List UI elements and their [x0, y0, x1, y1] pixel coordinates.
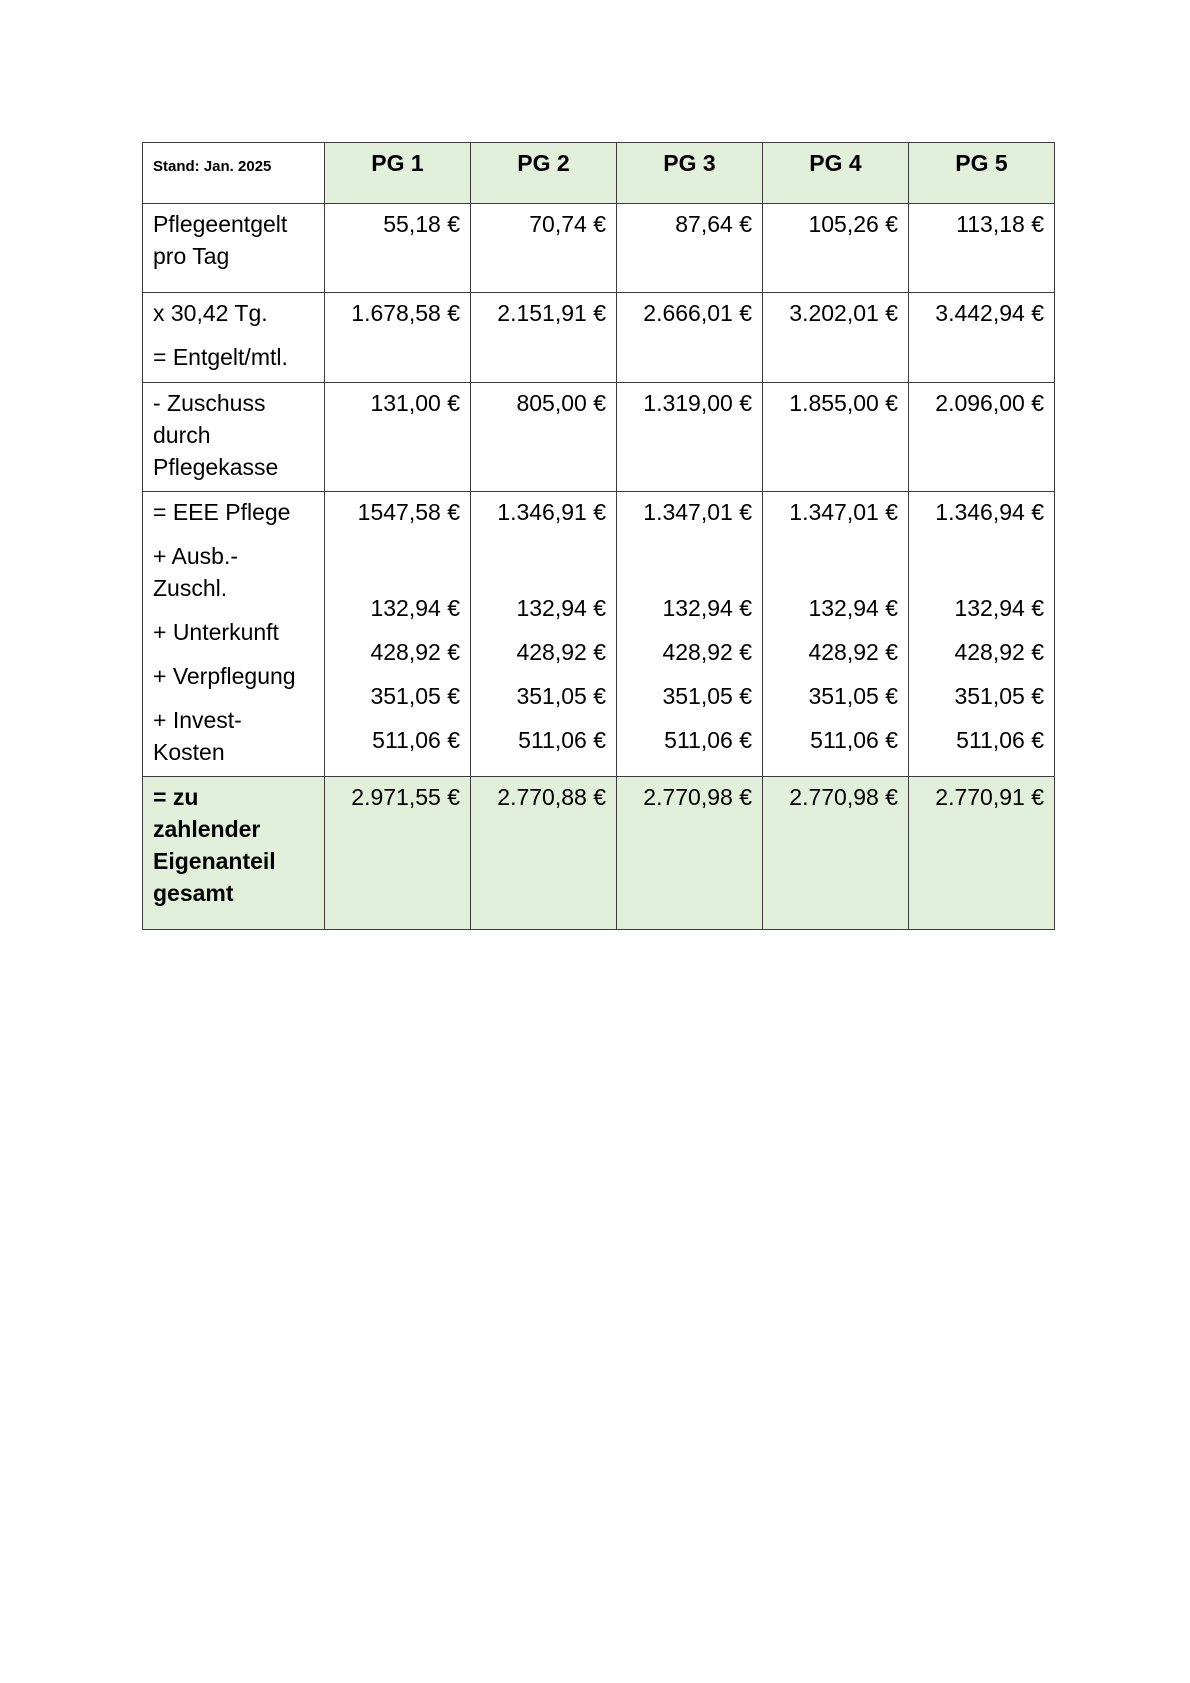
unterkunft-value: 428,92 € [808, 639, 898, 665]
invest-value: 511,06 € [956, 727, 1044, 753]
value-cell [325, 492, 471, 777]
label-line: Pflegeentgelt [153, 211, 288, 237]
verpflegung-value: 351,05 € [370, 683, 460, 709]
row-zuschuss [143, 383, 1055, 492]
label-line: = Entgelt/mtl. [153, 344, 288, 370]
value-cell: 2.666,01 € [617, 293, 763, 383]
verpflegung-value: 351,05 € [808, 683, 898, 709]
label-line: Kosten [153, 739, 225, 765]
value-cell: 55,18 € [325, 204, 471, 293]
invest-value: 511,06 € [664, 727, 752, 753]
value-cell: 3.442,94 € [909, 293, 1055, 383]
label-line: Eigenanteil [153, 848, 276, 874]
value-cell: 1.319,00 € [617, 383, 763, 492]
header-pg1: PG 1 [325, 143, 471, 204]
row-gesamt [143, 777, 1055, 930]
invest-value: 511,06 € [518, 727, 606, 753]
header-pg2: PG 2 [471, 143, 617, 204]
eee-value: 1.346,94 € [935, 499, 1044, 525]
total-value: 2.971,55 € [325, 777, 471, 930]
value-cell [763, 492, 909, 777]
value-cell: 1.678,58 € [325, 293, 471, 383]
unterkunft-value: 428,92 € [662, 639, 752, 665]
row-label [143, 777, 325, 930]
value-cell: 3.202,01 € [763, 293, 909, 383]
label-line: gesamt [153, 880, 234, 906]
eee-value: 1547,58 € [357, 499, 460, 525]
header-pg3: PG 3 [617, 143, 763, 204]
value-cell [471, 492, 617, 777]
label-line: + Invest- [153, 707, 242, 733]
header-pg5: PG 5 [909, 143, 1055, 204]
label-line: = EEE Pflege [153, 499, 291, 525]
cost-table [142, 142, 1055, 930]
row-label [143, 492, 325, 777]
unterkunft-value: 428,92 € [516, 639, 606, 665]
row-pflegeentgelt [143, 204, 1055, 293]
ausb-value: 132,94 € [516, 595, 606, 621]
value-cell: 2.096,00 € [909, 383, 1055, 492]
value-cell: 2.151,91 € [471, 293, 617, 383]
header-pg4: PG 4 [763, 143, 909, 204]
label-line: = zu [153, 784, 199, 810]
eee-value: 1.346,91 € [497, 499, 606, 525]
label-line: + Unterkunft [153, 619, 279, 645]
verpflegung-value: 351,05 € [516, 683, 606, 709]
value-cell [909, 492, 1055, 777]
value-cell: 87,64 € [617, 204, 763, 293]
unterkunft-value: 428,92 € [370, 639, 460, 665]
label-line: pro Tag [153, 243, 230, 269]
value-cell: 805,00 € [471, 383, 617, 492]
label-line: durch [153, 422, 211, 448]
value-cell [617, 492, 763, 777]
label-line: Pflegekasse [153, 454, 279, 480]
ausb-value: 132,94 € [370, 595, 460, 621]
stand-cell [143, 143, 325, 204]
label-line: zahlender [153, 816, 261, 842]
invest-value: 511,06 € [810, 727, 898, 753]
total-value: 2.770,88 € [471, 777, 617, 930]
ausb-value: 132,94 € [954, 595, 1044, 621]
value-cell: 1.855,00 € [763, 383, 909, 492]
label-line: + Verpflegung [153, 663, 296, 689]
eee-value: 1.347,01 € [789, 499, 898, 525]
row-label [143, 293, 325, 383]
label-line: + Ausb.- [153, 543, 239, 569]
invest-value: 511,06 € [372, 727, 460, 753]
ausb-value: 132,94 € [808, 595, 898, 621]
label-line: Zuschl. [153, 575, 228, 601]
value-cell: 70,74 € [471, 204, 617, 293]
label-line: - Zuschuss [153, 390, 266, 416]
verpflegung-value: 351,05 € [954, 683, 1044, 709]
ausb-value: 132,94 € [662, 595, 752, 621]
value-cell: 105,26 € [763, 204, 909, 293]
row-label [143, 383, 325, 492]
unterkunft-value: 428,92 € [954, 639, 1044, 665]
value-cell: 131,00 € [325, 383, 471, 492]
row-monatlich [143, 293, 1055, 383]
row-eee-zusatzkosten [143, 492, 1055, 777]
eee-value: 1.347,01 € [643, 499, 752, 525]
total-value: 2.770,91 € [909, 777, 1055, 930]
stand-label: Stand: Jan. 2025 [153, 158, 272, 175]
header-row [143, 143, 1055, 204]
label-line: x 30,42 Tg. [153, 300, 268, 326]
row-label [143, 204, 325, 293]
value-cell: 113,18 € [909, 204, 1055, 293]
verpflegung-value: 351,05 € [662, 683, 752, 709]
total-value: 2.770,98 € [763, 777, 909, 930]
total-value: 2.770,98 € [617, 777, 763, 930]
